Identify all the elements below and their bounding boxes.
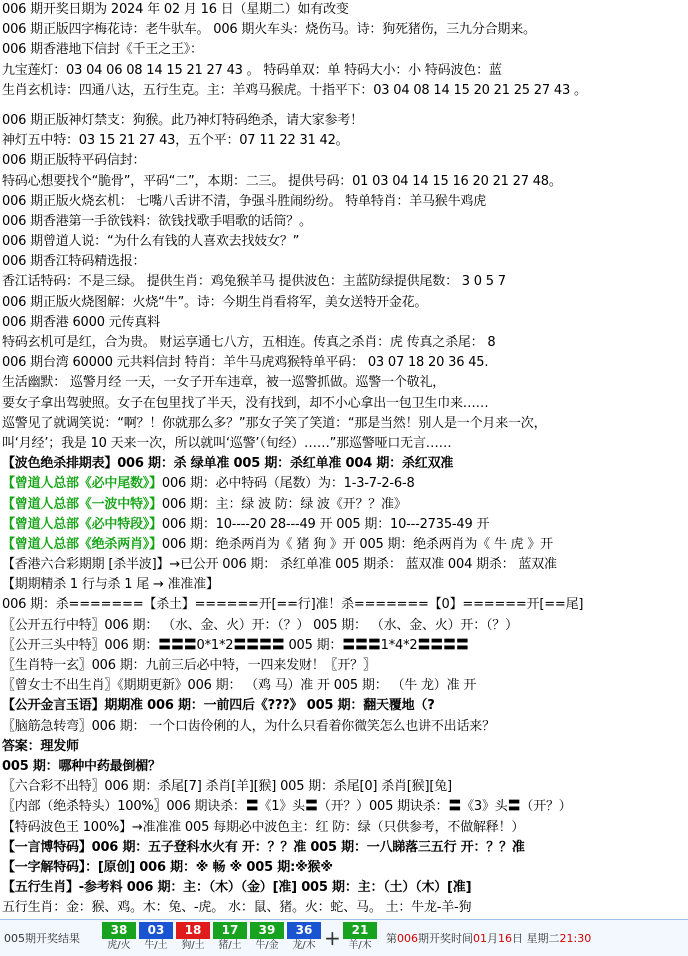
text-line: 特码心想要找个“脆骨”，平码“二”，本期：二三。 提供号码：01 03 04 14 15 16 20 21 27 48。 — [2, 173, 562, 189]
ball-number: 03 — [139, 922, 173, 939]
text-line: 五行生肖：金：猴、鸡。木：兔、-虎。 水：鼠、猪。火：蛇、马。 土：牛龙-羊-狗 — [2, 900, 472, 916]
result-ball — [139, 922, 173, 954]
text-line: 【曾道人总部《必中尾数》】006 期：必中特码（尾数）为：1-3-7-2-6-8 — [2, 476, 415, 492]
text-line: 【曾道人总部《一波中特》】006 期：主：绿 波 防：绿 波《开？？准》 — [2, 496, 407, 512]
text-line: 〖六合彩不出特〗006 期：杀尾[7] 杀肖[羊][猴] 005 期：杀尾[0] 杀肖[猴][兔] — [2, 779, 452, 795]
ball-zodiac: 虎/火 — [107, 940, 131, 951]
text-line: 巡警见了就调笑说：“啊？！你就那么多？”那女子笑了笑道：“那是当然！别人是一个月来一次， — [2, 415, 547, 431]
next-draw-info: 第006期开奖时间01月16日 星期二21:30 — [386, 932, 592, 945]
text-line: 〖曾女士不出生肖〗《期期更新》006 期： （鸡 马）准 开 005 期： （牛 龙）准 开 — [2, 678, 477, 694]
ball-zodiac: 猪/土 — [218, 940, 242, 951]
text-line: 【公开金言玉语】期期准 006 期：一前四后《???》 005 期：翻天覆地（? — [2, 698, 435, 714]
text-line: 九宝莲灯：03 04 06 08 14 15 21 27 43 。 特码单双：单 特码大小：小 特码波色：蓝 — [2, 62, 502, 78]
text-line: 【曾道人总部《必中特段》】006 期：10----20 28---49 开 005 期：10---2735-49 开 — [2, 516, 490, 532]
draw-result-bar — [0, 919, 688, 956]
draw-result-label: 005期开奖结果 — [4, 932, 80, 945]
text-line: 006 期台湾 60000 元共料信封 特肖：羊牛马虎鸡猴特单平码： 03 07 18 20 36 45. — [2, 355, 489, 371]
text-line: 生肖玄机诗：四通八达，五行生克。主：羊鸡马猴虎。十指平下：03 04 08 14 15 20 21 25 27 43 。 — [2, 82, 587, 98]
text-line: 【特码波色王 100%】→准准准 005 每期必中波色主：红 防：绿（只供参考，不做解释！） — [2, 819, 525, 835]
ball-zodiac: 牛/土 — [144, 940, 168, 951]
ball-zodiac: 狗/土 — [181, 940, 205, 951]
text-line: 答案：理发师 — [2, 738, 79, 754]
ball-list — [102, 922, 324, 954]
text-line: 【五行生肖】-参考料 006 期：主：（木）（金）[准] 005 期：主：（土）（木）[准] — [2, 880, 472, 896]
text-line: 【一字解特码】：[原创] 006 期：※ 畅 ※ 005 期:※猴※ — [2, 859, 333, 875]
text-line: 〖内部（绝杀特头）100%〗006 期诀杀：〓《1》头〓（开？）005 期诀杀：〓《3》头〓（开？） — [2, 799, 572, 815]
result-ball — [176, 922, 210, 954]
text-line: 006 期正版神灯禁支：狗猴。此乃神灯特码绝杀，请大家参考！ — [2, 112, 363, 128]
text-line: 006 期香港地下信封《千王之王》： — [2, 42, 203, 58]
text-line: 006 期香港第一手欲钱料：欲钱找歌手唱歌的话筒？。 — [2, 213, 312, 229]
text-line: 要女子拿出驾驶照。女子在包里找了半天，没有找到，却不小心拿出一包卫生巾来…… — [2, 395, 489, 411]
special-ball-number: 21 — [343, 922, 377, 939]
text-line: 〖公开三头中特〗006 期：〓〓〓0*1*2〓〓〓〓 005 期：〓〓〓1*4*2〓〓〓〓 — [2, 637, 469, 653]
text-line: 香江话特码：不是三绿。 提供生肖：鸡兔猴羊马 提供波色：主蓝防绿提供尾数： 3 0 5 7 — [2, 274, 506, 290]
text-line: 006 期正版火烧图解：火烧“牛”。诗：今期生肖看将军，美女送特开金花。 — [2, 294, 428, 310]
text-line: 006 期香港 6000 元传真料 — [2, 314, 160, 330]
text-line: 〖生肖特一玄〗006 期：九前三后必中特，一四来发财！〖开？〗 — [2, 658, 376, 673]
result-ball — [213, 922, 247, 954]
text-line: 【期期精杀 1 行与杀 1 尾 → 准准准】 — [2, 577, 219, 593]
text-line: 【香港六合彩期期 [杀半波]】→已公开 006 期： 杀红单准 005 期杀： 蓝双准 004 期杀： 蓝双准 — [2, 557, 557, 573]
plus-sign: + — [324, 926, 341, 950]
ball-zodiac: 牛/金 — [255, 940, 279, 951]
text-line: 006 期开奖日期为 2024 年 02 月 16 日（星期二）如有改变 — [2, 2, 349, 17]
text-line: 006 期正版特平码信封： — [2, 153, 146, 169]
special-ball — [343, 922, 377, 954]
text-line: 006 期：杀=======【杀土】======开[==行]准！杀=======【0】======开[==尾] — [2, 597, 584, 613]
text-line: 特码玄机可是红，合为贵。 财运享通七八方，五相连。传真之杀肖：虎 传真之杀尾： 8 — [2, 335, 496, 350]
text-line: 叫‘月经’；我是 10 天来一次，所以就叫‘巡警’（旬经）……”那巡警哑口无言…… — [2, 435, 452, 451]
ball-number: 36 — [287, 922, 321, 939]
text-line: 【曾道人总部《绝杀两肖》】006 期：绝杀两肖为《 猪 狗 》开 005 期：绝杀两肖为《 牛 虎 》开 — [2, 536, 553, 552]
ball-number: 18 — [176, 922, 210, 939]
ball-number: 39 — [250, 922, 284, 939]
ball-zodiac: 龙/木 — [292, 940, 316, 951]
ball-number: 17 — [213, 922, 247, 939]
text-line: 006 期正版四字梅花诗：老牛驮车。 006 期火车头：烧伤马。诗：狗死猪伤，三九分合期来。 — [2, 22, 536, 38]
result-ball — [287, 922, 321, 954]
text-line: 005 期：哪种中药最倒楣？ — [2, 758, 161, 774]
ball-number: 38 — [102, 922, 136, 939]
result-ball — [102, 922, 136, 954]
result-ball — [250, 922, 284, 954]
text-line: 〖公开五行中特〗006 期： （水、金、火）开：（？） 005 期： （水、金、火）开：（？） — [2, 617, 518, 633]
text-line: 神灯五中特：03 15 21 27 43，五个平：07 11 22 31 42。 — [2, 133, 349, 149]
text-line: 【波色绝杀排期表】006 期：杀 绿单准 005 期：杀红单准 004 期：杀红双准 — [2, 456, 454, 472]
text-line: 【一言博特码】006 期：五子登科水火有 开：？？准 005 期：一八睇落三五行 开：？？准 — [2, 839, 525, 855]
special-ball-zodiac: 羊/木 — [348, 940, 372, 951]
text-line: 生活幽默： 巡警月经 一天，一女子开车违章，被一巡警抓做。巡警一个敬礼， — [2, 375, 446, 391]
text-line: 006 期香江特码精选报： — [2, 254, 146, 270]
blank-line — [0, 101, 688, 111]
text-line: 〖脑筋急转弯〗006 期： 一个口齿伶俐的人，为什么只看着你微笑怎么也讲不出话来？ — [2, 718, 495, 734]
text-line: 006 期曾道人说：“为什么有钱的人喜欢去找妓女？” — [2, 234, 300, 250]
text-line: 006 期正版火烧玄机： 七嘴八舌讲不清，争强斗胜闹纷纷。 特单特肖：羊马猴牛鸡虎 — [2, 193, 487, 209]
